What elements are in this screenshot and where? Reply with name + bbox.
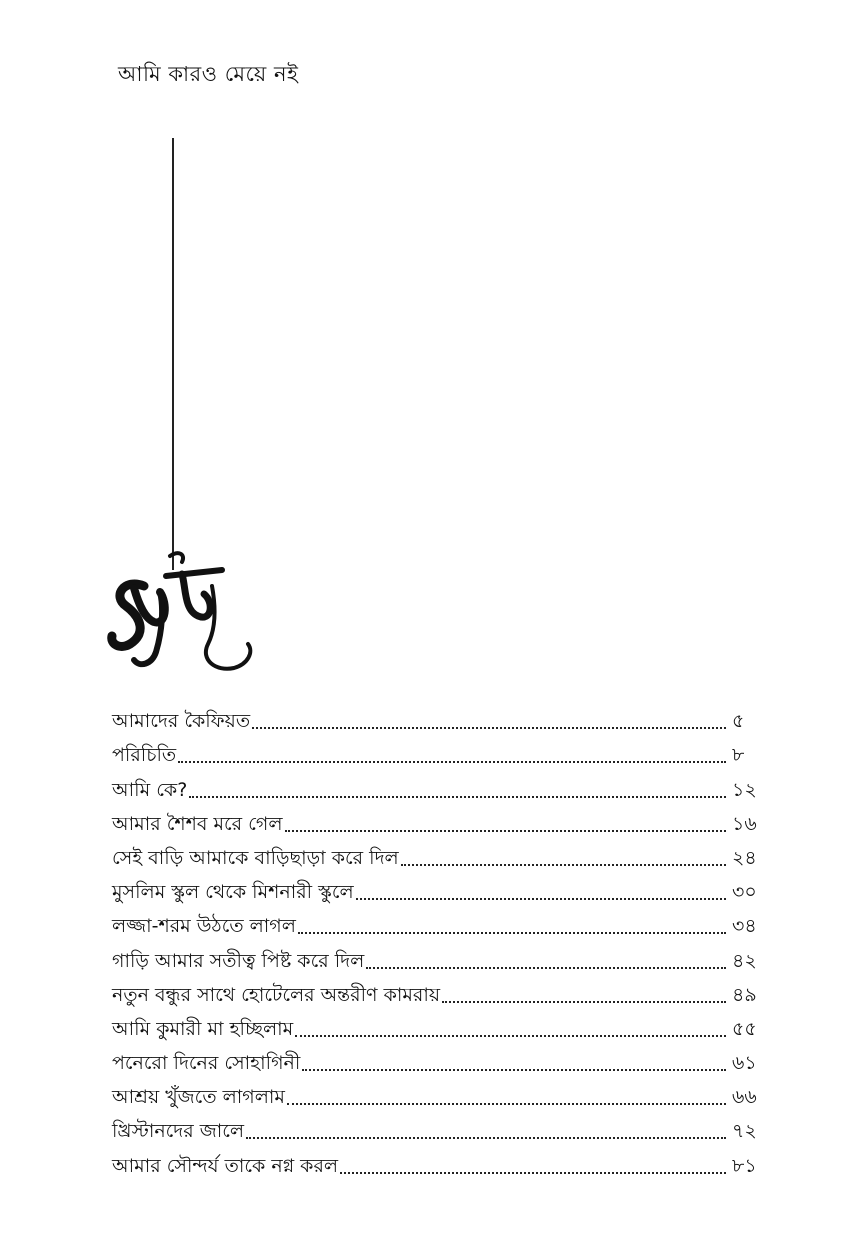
dot-leader: [302, 1069, 726, 1071]
toc-entry-title: পরিচিতি: [112, 744, 177, 767]
toc-entry-page: ৭২: [732, 1120, 757, 1143]
dot-leader: [252, 727, 726, 729]
toc-entry-page: ৬১: [732, 1052, 757, 1075]
dot-leader: [442, 1001, 726, 1003]
toc-heading: [104, 548, 264, 688]
toc-entry-title: আমি কে?: [112, 778, 188, 801]
toc-entry: [112, 1142, 762, 1176]
toc-entry-page: ২৪: [732, 846, 757, 869]
toc-entry-title: আমি কুমারী মা হচ্ছিলাম: [112, 1017, 294, 1040]
toc-entry: [112, 869, 762, 903]
toc-entry: [112, 732, 762, 766]
toc-entry: [112, 698, 762, 732]
dot-leader: [340, 1172, 726, 1174]
toc-entry: [112, 766, 762, 800]
dot-leader: [285, 830, 727, 832]
toc-entry: [112, 835, 762, 869]
dot-leader: [356, 898, 726, 900]
toc-entry-title: আমার শৈশব মরে গেল: [112, 812, 283, 835]
toc-entry-page: ৬৬: [732, 1086, 757, 1109]
dot-leader: [401, 864, 726, 866]
dot-leader: [246, 1137, 726, 1139]
toc-entry-page: ৫৫: [732, 1017, 757, 1040]
dot-leader: [287, 1103, 726, 1105]
toc-entry-title: সেই বাড়ি আমাকে বাড়িছাড়া করে দিল: [112, 846, 399, 869]
toc-entry: [112, 1074, 762, 1108]
dot-leader: [295, 1035, 726, 1037]
running-header: আমি কারও মেয়ে নই: [118, 62, 299, 86]
toc-entry-page: ৫: [732, 710, 745, 733]
toc-entry: [112, 937, 762, 971]
toc-heading-calligraphy: [104, 548, 264, 688]
vertical-rule: [172, 138, 174, 570]
dot-leader: [178, 761, 726, 763]
toc-entry-title: আমাদের কৈফিয়ত: [112, 710, 251, 733]
toc-entry-page: ৮: [732, 744, 745, 767]
toc-entry: [112, 972, 762, 1006]
toc-entry: [112, 903, 762, 937]
toc-entry-title: লজ্জা-শরম উঠতে লাগল: [112, 915, 296, 938]
dot-leader: [366, 967, 726, 969]
toc-list: [112, 698, 762, 1177]
toc-entry: [112, 1108, 762, 1142]
toc-entry-title: গাড়ি আমার সতীত্ব পিষ্ট করে দিল: [112, 949, 365, 972]
toc-entry-title: আমার সৌন্দর্য তাকে নগ্ন করল: [112, 1154, 339, 1177]
dot-leader: [298, 932, 726, 934]
toc-entry-page: ৪৯: [732, 983, 757, 1006]
toc-entry-page: ৮১: [732, 1154, 757, 1177]
toc-entry: [112, 1006, 762, 1040]
toc-entry-page: ১২: [732, 778, 757, 801]
toc-entry-page: ৩০: [732, 881, 757, 904]
toc-entry-title: নতুন বন্ধুর সাথে হোটেলের অন্তরীণ কামরায়: [112, 983, 441, 1006]
toc-entry-page: ১৬: [732, 812, 757, 835]
toc-entry: [112, 1040, 762, 1074]
toc-entry-title: মুসলিম স্কুল থেকে মিশনারী স্কুলে: [112, 881, 354, 904]
toc-entry-title: পনেরো দিনের সোহাগিনী: [112, 1052, 301, 1075]
dot-leader: [189, 796, 726, 798]
toc-entry-title: আশ্রয় খুঁজতে লাগলাম: [112, 1086, 285, 1109]
toc-entry-page: ৩৪: [732, 915, 757, 938]
toc-entry-title: খ্রিস্টানদের জালে: [112, 1120, 245, 1143]
toc-entry-page: ৪২: [732, 949, 757, 972]
toc-entry: [112, 801, 762, 835]
